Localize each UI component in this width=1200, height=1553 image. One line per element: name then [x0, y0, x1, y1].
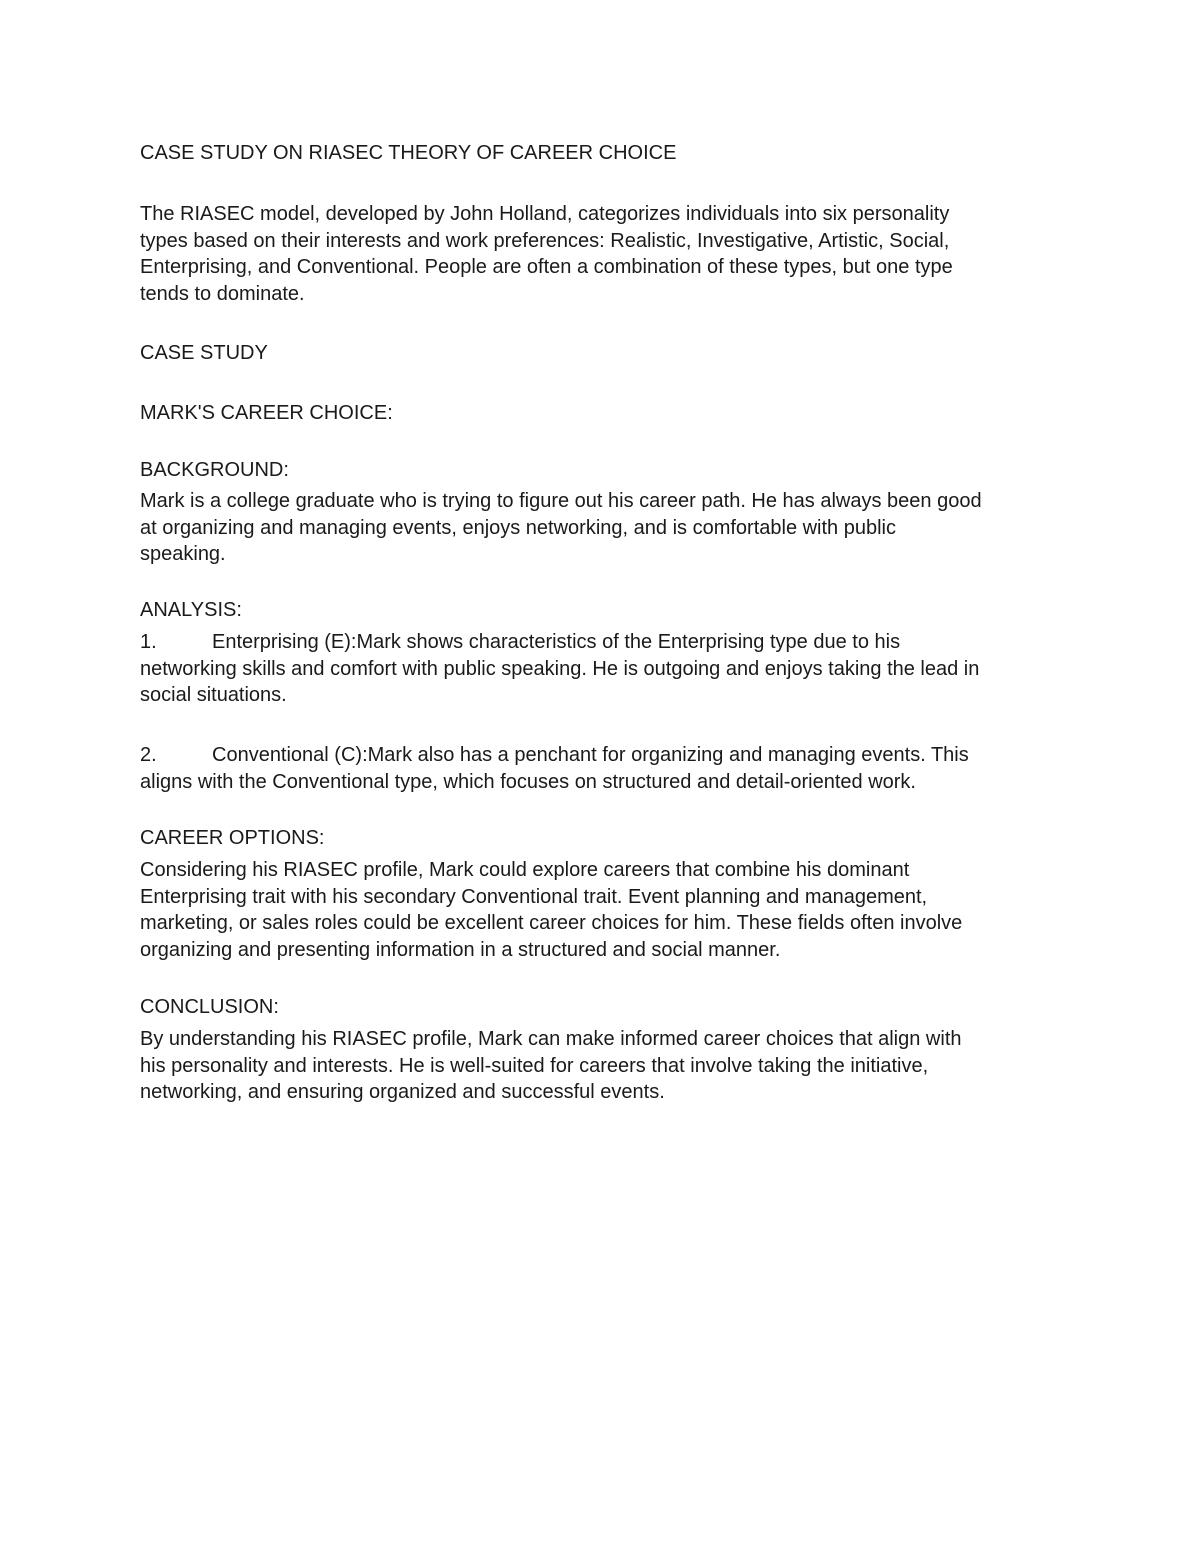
- career-options-paragraph: [140, 857, 1060, 963]
- career-options-line: Considering his RIASEC profile, Mark could explore careers that combine his dominant: [140, 859, 910, 881]
- background-line: Mark is a college graduate who is trying to figure out his career path. He has always been good: [140, 490, 982, 512]
- intro-line: types based on their interests and work preferences: Realistic, Investigative, Artistic, Social,: [140, 229, 950, 252]
- background-line: speaking.: [140, 543, 226, 565]
- intro-line: tends to dominate.: [140, 282, 305, 305]
- analysis-item-line: networking skills and comfort with public speaking. He is outgoing and enjoys taking the lead in: [140, 657, 980, 680]
- analysis-item: [140, 629, 1060, 709]
- case-title-text: MARK'S CAREER CHOICE:: [140, 402, 393, 424]
- analysis-item-line: Conventional (C):Mark also has a penchant for organizing and managing events. This: [212, 744, 969, 766]
- title-text: CASE STUDY ON RIASEC THEORY OF CAREER CHOICE: [140, 142, 677, 164]
- intro-line: The RIASEC model, developed by John Holland, categorizes individuals into six personality: [140, 203, 950, 225]
- analysis-heading: [140, 597, 1060, 624]
- intro-line: Enterprising, and Conventional. People are often a combination of these types, but one type: [140, 256, 953, 278]
- intro-paragraph: [140, 201, 1060, 307]
- background-line: at organizing and managing events, enjoys networking, and is comfortable with public: [140, 516, 896, 539]
- career-options-line: marketing, or sales roles could be excellent career choices for him. These fields often involve: [140, 912, 963, 934]
- conclusion-heading-text: CONCLUSION:: [140, 996, 279, 1018]
- analysis-item: [140, 742, 1060, 795]
- career-options-heading-text: CAREER OPTIONS:: [140, 827, 325, 849]
- document-title: [140, 140, 1060, 167]
- career-options-line: Enterprising trait with his secondary Conventional trait. Event planning and management,: [140, 885, 928, 908]
- career-options-heading: [140, 825, 1060, 852]
- conclusion-heading: [140, 994, 1060, 1021]
- background-heading-text: BACKGROUND:: [140, 459, 289, 481]
- analysis-item-number: 2.: [140, 744, 157, 766]
- conclusion-line: By understanding his RIASEC profile, Mark can make informed career choices that align with: [140, 1028, 962, 1050]
- analysis-item-line: aligns with the Conventional type, which focuses on structured and detail-oriented work.: [140, 770, 916, 793]
- analysis-heading-text: ANALYSIS:: [140, 599, 242, 621]
- analysis-item-line: social situations.: [140, 684, 287, 706]
- analysis-item-number: 1.: [140, 631, 157, 653]
- analysis-item-line: Enterprising (E):Mark shows characteristics of the Enterprising type due to his: [212, 631, 901, 653]
- case-study-heading-text: CASE STUDY: [140, 342, 268, 364]
- background-paragraph: [140, 488, 1060, 568]
- conclusion-line: his personality and interests. He is well-suited for careers that involve taking the initiative,: [140, 1054, 929, 1077]
- case-study-heading: [140, 340, 1060, 367]
- conclusion-line: networking, and ensuring organized and successful events.: [140, 1081, 665, 1103]
- case-title: [140, 400, 1060, 427]
- conclusion-paragraph: [140, 1026, 1060, 1106]
- career-options-line: organizing and presenting information in a structured and social manner.: [140, 938, 781, 961]
- background-heading: [140, 457, 1060, 484]
